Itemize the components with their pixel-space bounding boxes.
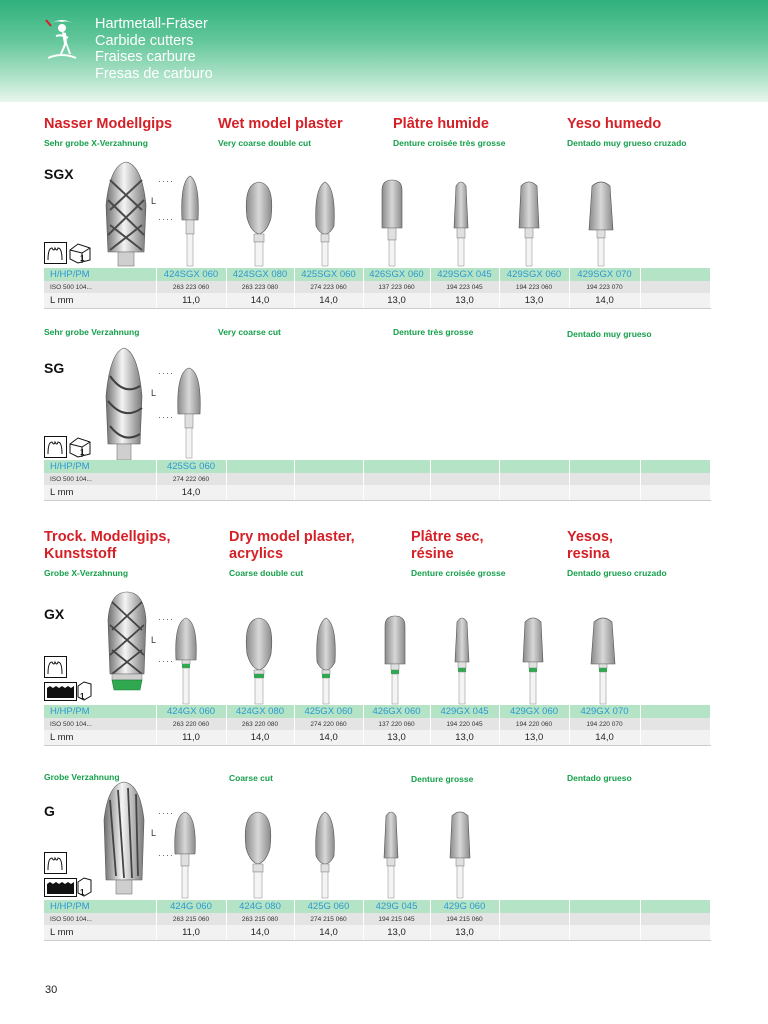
gx-table (44, 705, 711, 746)
empty-cell (640, 900, 710, 913)
g-iso-cell: 194 215 060 (430, 913, 499, 925)
empty-cell (499, 900, 569, 913)
g-dots-top: ···· (158, 808, 174, 818)
sg-row-iso (44, 473, 710, 485)
row-label-lmm: L mm (44, 730, 156, 746)
empty-cell (499, 460, 569, 473)
empty-cell (363, 473, 430, 485)
gx-lmm-cell: 11,0 (156, 730, 226, 746)
sgx-code: SGX (44, 166, 74, 182)
gx-icon-count: 1 (80, 692, 85, 701)
bur-424gx-060 (173, 614, 199, 706)
empty-cell (569, 900, 640, 913)
sg-iso-cell: 274 222 060 (156, 473, 226, 485)
gx-lmm-cell: 13,0 (363, 730, 430, 746)
section2-heading-fr-line1: Plâtre sec, (411, 529, 484, 545)
empty-cell (640, 460, 710, 473)
empty-cell (640, 473, 710, 485)
gx-lmm-cell: 14,0 (569, 730, 640, 746)
section2-heading-en-line2: acrylics (229, 546, 284, 562)
g-code: G (44, 803, 55, 819)
bur-424g-080 (240, 808, 276, 900)
empty-cell (569, 460, 640, 473)
sgx-code-cell: 424SGX 080 (226, 268, 294, 281)
section2-heading-de-line2: Kunststoff (44, 546, 117, 562)
g-lmm-cell: 13,0 (363, 925, 430, 941)
sgx-lmm-cell: 11,0 (156, 293, 226, 309)
sgx-iso-cell: 194 223 045 (430, 281, 499, 293)
g-iso-cell: 263 215 080 (226, 913, 294, 925)
gx-dots-bottom: ···· (158, 656, 174, 666)
g-code-cell: 429G 045 (363, 900, 430, 913)
g-iso-cell: 274 215 060 (294, 913, 363, 925)
section1-heading-es: Yeso humedo (567, 116, 662, 132)
g-sub-fr: Denture grosse (411, 774, 474, 784)
empty-cell (499, 485, 569, 501)
g-lmm-cell: 11,0 (156, 925, 226, 941)
sg-sub-en: Very coarse cut (218, 327, 281, 337)
sgx-iso-cell: 263 223 080 (226, 281, 294, 293)
gx-lmm-cell: 13,0 (430, 730, 499, 746)
sgx-iso-cell: 137 223 060 (363, 281, 430, 293)
empty-cell (569, 485, 640, 501)
gx-iso-cell: 263 220 080 (226, 718, 294, 730)
empty-cell (294, 460, 363, 473)
g-table (44, 900, 711, 941)
section2-heading-es-line2: resina (567, 546, 610, 562)
empty-cell (226, 460, 294, 473)
section2-heading-es-line1: Yesos, (567, 529, 613, 545)
g-l-mark: L (151, 828, 157, 838)
g-sub-de: Grobe Verzahnung (44, 772, 120, 782)
company-logo-icon (42, 14, 82, 62)
sgx-code-cell: 429SGX 060 (499, 268, 569, 281)
section2-heading-en (229, 529, 355, 563)
sgx-sub-fr: Denture croisée très grosse (393, 138, 506, 148)
bur-424sgx-080 (241, 178, 277, 268)
empty-cell (569, 913, 640, 925)
sg-icon-count: 1 (80, 448, 85, 457)
header-titles (95, 16, 213, 82)
gx-dots-top: ···· (158, 614, 174, 624)
row-label-lmm: L mm (44, 485, 156, 501)
bur-425g-060 (310, 808, 340, 900)
empty-cell (640, 718, 710, 730)
gx-iso-cell: 137 220 060 (363, 718, 430, 730)
section2-heading-es (567, 529, 613, 563)
sg-sub-es: Dentado muy grueso (567, 329, 652, 339)
header-title-de: Hartmetall-Fräser (95, 16, 208, 32)
section2-heading-fr (411, 529, 484, 563)
page-number: 30 (45, 984, 58, 996)
sgx-iso-cell: 274 223 060 (294, 281, 363, 293)
bur-429sgx-070 (587, 178, 615, 268)
empty-cell (363, 460, 430, 473)
gx-row-iso (44, 718, 710, 730)
g-row-iso (44, 913, 710, 925)
empty-cell (640, 485, 710, 501)
sg-application-icons (44, 436, 92, 458)
g-dots-bottom: ···· (158, 850, 174, 860)
sg-cutter-image (100, 346, 148, 462)
sgx-iso-cell: 263 223 060 (156, 281, 226, 293)
sgx-iso-cell: 194 223 060 (499, 281, 569, 293)
g-code-cell: 425G 060 (294, 900, 363, 913)
page-header (0, 0, 768, 102)
g-sub-en: Coarse cut (229, 773, 273, 783)
empty-cell (294, 473, 363, 485)
bur-429g-045 (380, 808, 402, 900)
empty-cell (640, 281, 710, 293)
g-iso-cell: 263 215 060 (156, 913, 226, 925)
gx-row-codes (44, 705, 710, 718)
section1-heading-en: Wet model plaster (218, 116, 343, 132)
sg-row-lmm (44, 485, 710, 501)
g-sub-es: Dentado grueso (567, 773, 632, 783)
section2-heading-de-line1: Trock. Modellgips, (44, 529, 171, 545)
sg-dots-top: ···· (158, 368, 174, 378)
g-application-icons (44, 852, 92, 900)
empty-cell (569, 473, 640, 485)
header-title-fr: Fraises carbure (95, 49, 196, 65)
g-row-codes (44, 900, 710, 913)
row-label-lmm: L mm (44, 925, 156, 941)
gx-code-cell: 429GX 060 (499, 705, 569, 718)
g-code-cell: 429G 060 (430, 900, 499, 913)
row-label-iso: ISO 500 104... (44, 281, 156, 293)
g-cutter-image (98, 780, 150, 896)
row-label-hhppm: H/HP/PM (44, 900, 156, 913)
sgx-row-iso (44, 281, 710, 293)
gx-iso-cell: 263 220 060 (156, 718, 226, 730)
bur-426gx-060 (381, 614, 409, 706)
bur-429gx-060 (520, 614, 546, 706)
empty-cell (430, 473, 499, 485)
g-iso-cell: 194 215 045 (363, 913, 430, 925)
empty-cell (640, 293, 710, 309)
gx-iso-cell: 274 220 060 (294, 718, 363, 730)
row-label-lmm: L mm (44, 293, 156, 309)
gx-iso-cell: 194 220 060 (499, 718, 569, 730)
sg-lmm-cell: 14,0 (156, 485, 226, 501)
bur-429g-060 (447, 808, 473, 900)
sgx-lmm-cell: 14,0 (294, 293, 363, 309)
empty-cell (226, 473, 294, 485)
bur-429sgx-060 (516, 178, 542, 268)
sg-code: SG (44, 360, 65, 376)
g-code-cell: 424G 060 (156, 900, 226, 913)
empty-cell (226, 485, 294, 501)
sgx-iso-cell: 194 223 070 (569, 281, 640, 293)
empty-cell (499, 925, 569, 941)
row-label-hhppm: H/HP/PM (44, 268, 156, 281)
gx-code-cell: 424GX 060 (156, 705, 226, 718)
section1-heading-de: Nasser Modellgips (44, 116, 173, 132)
gx-sub-es: Dentado grueso cruzado (567, 568, 667, 578)
bur-429gx-045 (451, 614, 473, 706)
gx-sub-en: Coarse double cut (229, 568, 304, 578)
sg-table (44, 460, 711, 501)
empty-cell (640, 705, 710, 718)
row-label-hhppm: H/HP/PM (44, 705, 156, 718)
gx-code-cell: 426GX 060 (363, 705, 430, 718)
sgx-row-codes (44, 268, 710, 281)
header-title-es: Fresas de carburo (95, 65, 213, 82)
sgx-lmm-cell: 13,0 (363, 293, 430, 309)
sgx-l-mark: L (151, 196, 157, 206)
gx-l-mark: L (151, 635, 157, 645)
sgx-code-cell: 424SGX 060 (156, 268, 226, 281)
gx-code-cell: 424GX 080 (226, 705, 294, 718)
empty-cell (363, 485, 430, 501)
row-label-iso: ISO 500 104... (44, 718, 156, 730)
sgx-row-lmm (44, 293, 710, 309)
bur-426sgx-060 (378, 178, 406, 268)
sgx-code-cell: 429SGX 045 (430, 268, 499, 281)
sg-row-codes (44, 460, 710, 473)
empty-cell (640, 730, 710, 746)
section2-heading-fr-line2: résine (411, 546, 454, 562)
empty-cell (569, 925, 640, 941)
gx-lmm-cell: 14,0 (226, 730, 294, 746)
bur-424g-060 (172, 808, 198, 900)
sgx-code-cell: 429SGX 070 (569, 268, 640, 281)
empty-cell (499, 913, 569, 925)
g-lmm-cell: 14,0 (226, 925, 294, 941)
g-icon-count: 1 (80, 888, 85, 897)
row-label-iso: ISO 500 104... (44, 473, 156, 485)
gx-sub-de: Grobe X-Verzahnung (44, 568, 129, 578)
sg-dots-bottom: ···· (158, 412, 174, 422)
section2-heading-en-line1: Dry model plaster, (229, 529, 355, 545)
sgx-lmm-cell: 13,0 (499, 293, 569, 309)
bur-429sgx-045 (450, 178, 472, 268)
bur-429gx-070 (589, 614, 617, 706)
sg-l-mark: L (151, 388, 157, 398)
sgx-lmm-cell: 13,0 (430, 293, 499, 309)
bur-425sg-060 (174, 364, 204, 459)
row-label-hhppm: H/HP/PM (44, 460, 156, 473)
sgx-sub-en: Very coarse double cut (218, 138, 312, 148)
g-row-lmm (44, 925, 710, 941)
row-label-iso: ISO 500 104... (44, 913, 156, 925)
sgx-code-cell: 426SGX 060 (363, 268, 430, 281)
empty-cell (430, 460, 499, 473)
empty-cell (640, 268, 710, 281)
bur-425sgx-060 (310, 178, 340, 268)
sgx-sub-de: Sehr grobe X-Verzahnung (44, 138, 148, 148)
empty-cell (499, 473, 569, 485)
empty-cell (294, 485, 363, 501)
gx-lmm-cell: 13,0 (499, 730, 569, 746)
section2-heading-de (44, 529, 171, 563)
bur-424sgx-060 (178, 172, 202, 268)
sgx-table (44, 268, 711, 309)
g-code-cell: 424G 080 (226, 900, 294, 913)
sg-code-cell: 425SG 060 (156, 460, 226, 473)
sgx-lmm-cell: 14,0 (226, 293, 294, 309)
sgx-lmm-cell: 14,0 (569, 293, 640, 309)
g-lmm-cell: 13,0 (430, 925, 499, 941)
bur-424gx-080 (241, 614, 277, 706)
gx-code: GX (44, 606, 65, 622)
sgx-code-cell: 425SGX 060 (294, 268, 363, 281)
gx-application-icons (44, 656, 92, 704)
header-title-en: Carbide cutters (95, 32, 194, 49)
sg-sub-fr: Denture très grosse (393, 327, 474, 337)
empty-cell (430, 485, 499, 501)
g-lmm-cell: 14,0 (294, 925, 363, 941)
sgx-cutter-image (96, 160, 156, 270)
gx-iso-cell: 194 220 070 (569, 718, 640, 730)
empty-cell (640, 925, 710, 941)
sgx-icon-count: 1 (80, 254, 85, 263)
gx-cutter-image (102, 590, 152, 706)
sg-sub-de: Sehr grobe Verzahnung (44, 327, 140, 337)
gx-lmm-cell: 14,0 (294, 730, 363, 746)
gx-code-cell: 429GX 070 (569, 705, 640, 718)
gx-row-lmm (44, 730, 710, 746)
sgx-dots-top: ···· (158, 176, 174, 186)
gx-code-cell: 429GX 045 (430, 705, 499, 718)
bur-425gx-060 (311, 614, 341, 706)
section1-heading-fr: Plâtre humide (393, 116, 489, 132)
sgx-application-icons (44, 242, 92, 264)
empty-cell (640, 913, 710, 925)
gx-code-cell: 425GX 060 (294, 705, 363, 718)
gx-sub-fr: Denture croisée grosse (411, 568, 506, 578)
gx-iso-cell: 194 220 045 (430, 718, 499, 730)
sgx-dots-bottom: ···· (158, 214, 174, 224)
sgx-sub-es: Dentado muy grueso cruzado (567, 138, 687, 148)
